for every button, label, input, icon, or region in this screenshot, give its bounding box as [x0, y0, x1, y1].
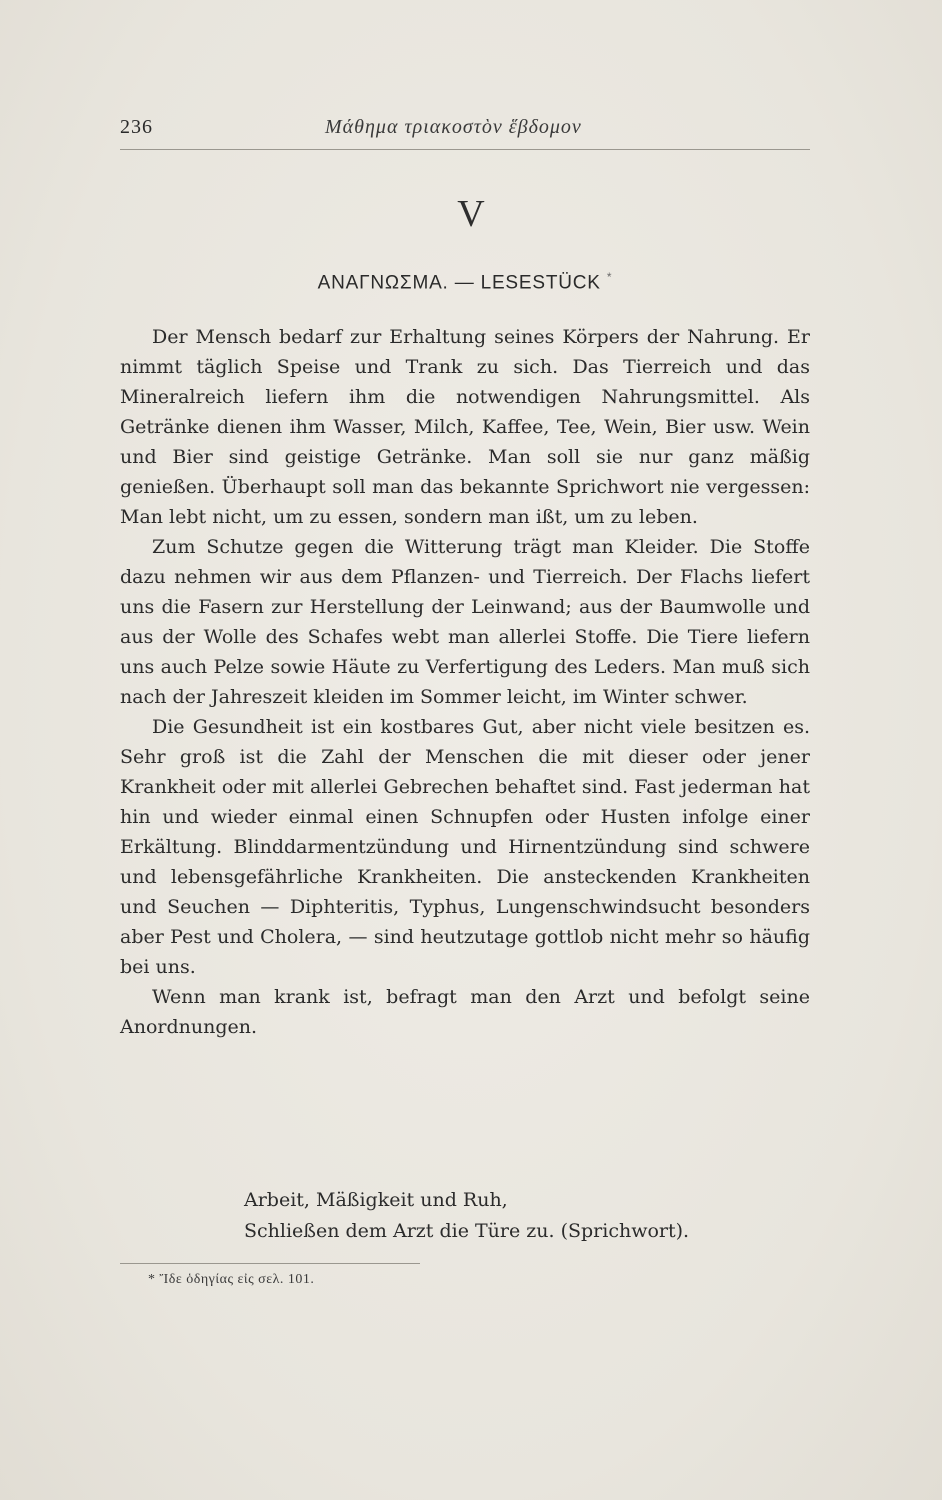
- running-title: Μάθημα τριακοστὸν ἕβδομον: [325, 116, 582, 138]
- paragraph-nutrition: Der Mensch bedarf zur Erhaltung seines Körpers der Nahrung. Er nimmt täglich Speise und Trank zu sich. Das Tierreich und das Mineralreich liefern ihm die notwendigen Nahrungsmittel. Als Getränke dienen ihm Wasser, Milch, Kaffee, Tee, Wein, Bier usw. Wein und Bier sind geistige Getränke. Man soll sie nur ganz mäßig genießen. Überhaupt soll man das bekannte Sprichwort nie vergessen: Man lebt nicht, um zu essen, sondern man ißt, um zu leben.: [120, 326, 810, 528]
- paragraph-doctor: Wenn man krank ist, befragt man den Arzt und befolgt seine Anordnungen.: [120, 986, 810, 1038]
- page-header: [120, 116, 810, 150]
- footnote: * Ἴδε ὁδηγίας εἰς σελ. 101.: [148, 1272, 315, 1287]
- paragraph-health: Die Gesundheit ist ein kostbares Gut, aber nicht viele besitzen es. Sehr groß ist die Zahl der Menschen die mit dieser oder jener Krankheit oder mit allerlei Gebrechen behaftet sind. Fast jederman hat hin und wieder einmal einen Schnupfen oder Husten infolge einer Erkältung. Blinddarmentzündung und Hirnentzündung sind schwere und lebensgefährliche Krankheiten. Die ansteckenden Krankheiten und Seuchen — Diphteritis, Typhus, Lungenschwindsucht besonders aber Pest und Cholera, — sind heutzutage gottlob nicht mehr so häufig bei uns.: [120, 716, 810, 978]
- footnote-rule: [120, 1263, 420, 1264]
- body-text: [120, 322, 810, 1042]
- verse-line: Schließen dem Arzt die Türe zu. (Sprichwort).: [244, 1220, 690, 1242]
- section-numeral: V: [457, 193, 485, 235]
- page-number: 236: [120, 116, 153, 138]
- header-rule: [120, 149, 810, 150]
- paragraph-clothing: Zum Schutze gegen die Witterung trägt man Kleider. Die Stoffe dazu nehmen wir aus dem Pflanzen- und Tierreich. Der Flachs liefert uns die Fasern zur Herstellung der Leinwand; aus der Baumwolle und aus der Wolle des Schafes webt man allerlei Stoffe. Die Tiere liefern uns auch Pelze sowie Häute zu Verfertigung des Leders. Man muß sich nach der Jahreszeit kleiden im Sommer leicht, im Winter schwer.: [120, 536, 810, 708]
- proverb-verse: [244, 1185, 689, 1247]
- section-title: [120, 270, 810, 294]
- footnote-marker: *: [606, 270, 613, 284]
- verse-line: Arbeit, Mäßigkeit und Ruh,: [244, 1189, 508, 1211]
- section-title-text: ΑΝΑΓΝΩΣΜΑ. — LESESTÜCK: [317, 272, 601, 294]
